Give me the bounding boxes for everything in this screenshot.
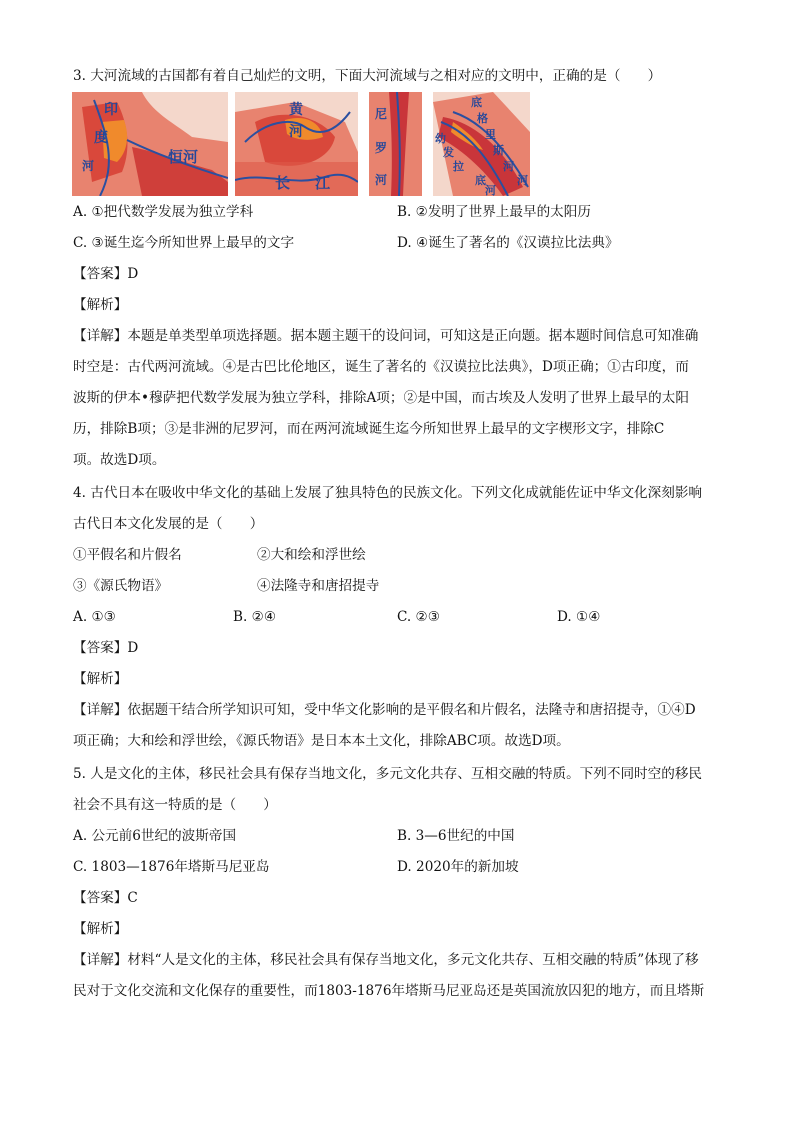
q3-river-maps bbox=[72, 92, 532, 196]
q3-option-a[interactable]: A. ①把代数学发展为独立学科 bbox=[73, 204, 254, 220]
map3-label-3: 河 bbox=[375, 173, 388, 187]
q5-stem-line-2: 社会不具有这一特质的是（ ） bbox=[73, 797, 277, 813]
q5-answer: 【答案】C bbox=[73, 890, 138, 906]
map4-label-10: 河 bbox=[485, 184, 496, 196]
map2-label-4: 江 bbox=[315, 174, 331, 192]
map4-label-2: 发 bbox=[443, 146, 454, 159]
map-mesopotamia-graphic bbox=[433, 92, 530, 196]
q4-detail-line-1: 【详解】依据题干结合所学知识可知，受中华文化影响的是平假名和片假名，法隆寺和唐招提寺，①④D bbox=[73, 702, 696, 718]
q4-option-b[interactable]: B. ②④ bbox=[233, 609, 277, 625]
map-mesopotamia bbox=[433, 92, 530, 196]
q5-stem-line-1: 5. 人是文化的主体，移民社会具有保存当地文化，多元文化共存、互相交融的特质。下列不同时空的移民 bbox=[73, 766, 703, 782]
map4-label-1: 幼 bbox=[435, 132, 446, 145]
map4-label-8: 河 bbox=[503, 160, 514, 173]
map-yellow-yangtze-graphic bbox=[235, 92, 358, 196]
q4-stem-line-1: 4. 古代日本在吸收中华文化的基础上发展了独具特色的民族文化。下列文化成就能佐证中华文化深刻影响 bbox=[73, 485, 703, 501]
map4-label-11: 河 bbox=[517, 174, 528, 187]
map4-label-5: 格 bbox=[477, 112, 488, 125]
q5-detail-line-2: 民对于文化交流和文化保存的重要性，而1803-1876年塔斯马尼亚岛还是英国流放囚犯的地方，而且塔斯 bbox=[73, 983, 705, 999]
q4-stem-line-2: 古代日本文化发展的是（ ） bbox=[73, 516, 264, 532]
map-nile bbox=[369, 92, 422, 196]
map-indus-ganges bbox=[72, 92, 228, 196]
q4-item-2: ②大和绘和浮世绘 bbox=[257, 547, 366, 563]
map4-label-9: 底 bbox=[475, 174, 486, 187]
q3-option-d[interactable]: D. ④诞生了著名的《汉谟拉比法典》 bbox=[397, 235, 619, 251]
map-nile-graphic bbox=[369, 92, 422, 196]
q3-detail-line-3: 波斯的伊本•穆萨把代数学发展为独立学科，排除A项；②是中国，而古埃及人发明了世界上最早的太阳 bbox=[73, 390, 689, 406]
q4-detail-line-2: 项正确；大和绘和浮世绘，《源氏物语》是日本本土文化，排除ABC项。故选D项。 bbox=[73, 733, 570, 749]
q5-option-c[interactable]: C. 1803—1876年塔斯马尼亚岛 bbox=[73, 859, 270, 875]
map-yellow-yangtze bbox=[235, 92, 358, 196]
q3-option-b[interactable]: B. ②发明了世界上最早的太阳历 bbox=[397, 204, 591, 220]
q4-item-4: ④法隆寺和唐招提寺 bbox=[257, 578, 380, 594]
q3-stem: 3. 大河流域的古国都有着自己灿烂的文明，下面大河流域与之相对应的文明中，正确的是（ ） bbox=[73, 68, 662, 84]
q5-option-a[interactable]: A. 公元前6世纪的波斯帝国 bbox=[73, 828, 237, 844]
map3-label-1: 尼 bbox=[375, 107, 388, 121]
q3-detail-line-5: 项。故选D项。 bbox=[73, 452, 166, 468]
q4-analysis-heading: 【解析】 bbox=[73, 671, 128, 687]
q3-detail-line-1: 【详解】本题是单类型单项选择题。据本题主题干的设问词，可知这是正向题。据本题时间信息可知准确 bbox=[73, 328, 699, 344]
q3-detail-line-4: 历，排除B项；③是非洲的尼罗河，而在两河流域诞生迄今所知世界上最早的文字楔形文字，排除C bbox=[73, 421, 665, 437]
map-indus-ganges-graphic bbox=[72, 92, 228, 196]
q4-option-d[interactable]: D. ①④ bbox=[557, 609, 601, 625]
map2-label-1: 黄 bbox=[289, 102, 303, 118]
map1-label-3: 河 bbox=[82, 159, 95, 173]
q4-option-a[interactable]: A. ①③ bbox=[73, 609, 116, 625]
q5-option-b[interactable]: B. 3—6世纪的中国 bbox=[397, 828, 515, 844]
q3-analysis-heading: 【解析】 bbox=[73, 297, 128, 313]
q3-option-c[interactable]: C. ③诞生迄今所知世界上最早的文字 bbox=[73, 235, 295, 251]
map1-label-1: 印 bbox=[104, 102, 118, 118]
map4-label-6: 里 bbox=[485, 128, 496, 141]
q5-detail-line-1: 【详解】材料“人是文化的主体，移民社会具有保存当地文化，多元文化共存、互相交融的特质”体现了移 bbox=[73, 952, 699, 968]
q4-option-c[interactable]: C. ②③ bbox=[397, 609, 440, 625]
map4-label-4: 底 bbox=[471, 96, 482, 109]
q5-analysis-heading: 【解析】 bbox=[73, 921, 128, 937]
map4-label-7: 斯 bbox=[493, 144, 504, 157]
map1-label-4: 恒河 bbox=[168, 148, 199, 166]
q4-answer: 【答案】D bbox=[73, 640, 139, 656]
map3-label-2: 罗 bbox=[375, 141, 388, 155]
map4-label-3: 拉 bbox=[453, 160, 464, 173]
map2-label-2: 河 bbox=[289, 124, 303, 140]
q3-detail-line-2: 时空是：古代两河流域。④是古巴比伦地区，诞生了著名的《汉谟拉比法典》，D项正确；①古印度，而 bbox=[73, 359, 689, 375]
q4-item-3: ③《源氏物语》 bbox=[73, 578, 169, 594]
q4-item-1: ①平假名和片假名 bbox=[73, 547, 182, 563]
q5-option-d[interactable]: D. 2020年的新加坡 bbox=[397, 859, 519, 875]
map2-label-3: 长 bbox=[275, 174, 291, 192]
map1-label-2: 度 bbox=[94, 130, 108, 146]
q3-answer: 【答案】D bbox=[73, 266, 139, 282]
